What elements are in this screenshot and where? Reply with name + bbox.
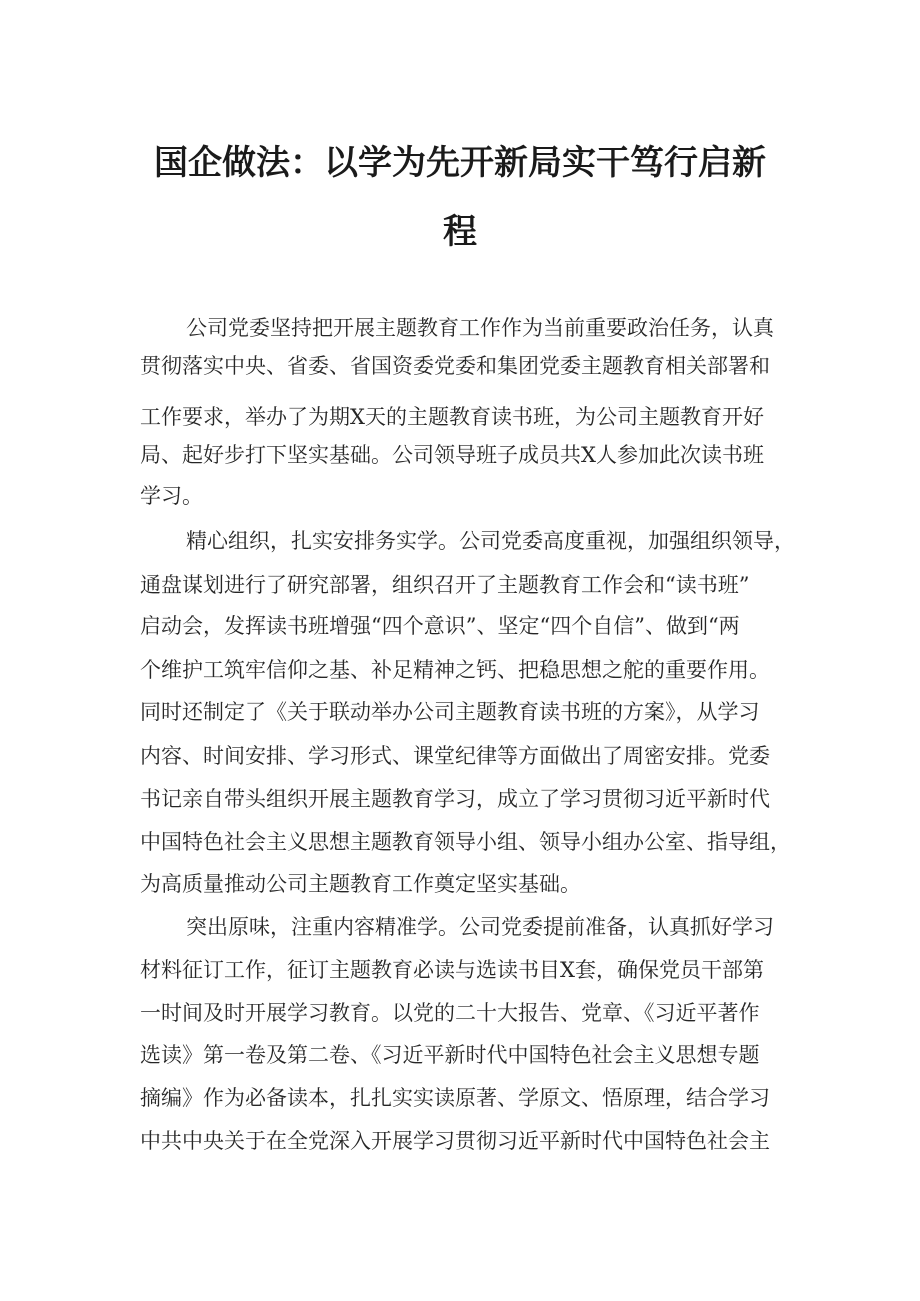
paragraph-2-line-9: 为高质量推动公司主题教育工作奠定坚实基础。 [140,872,581,896]
paragraph-2-line-8: 中国特色社会主义思想主题教育领导小组、领导小组办公室、指导组， [140,830,791,854]
document-title-line-1: 国企做法：以学为先开新局实干笃行启新 [154,143,766,183]
paragraph-3-line-3: 一时间及时开展学习教育。以党的二十大报告、党章、《习近平著作 [140,1001,760,1025]
paragraph-2-line-3: 启动会，发挥读书班增强“四个意识”、坚定“四个自信”、做到“两 [140,614,740,638]
paragraph-3-line-1: 突出原味，注重内容精准学。公司党委提前准备，认真抓好学习 [186,915,774,939]
paragraph-3-line-6: 中共中央关于在全党深入开展学习贯彻习近平新时代中国特色社会主 [140,1129,770,1153]
paragraph-1-line-2: 贯彻落实中央、省委、省国资委党委和集团党委主题教育相关部署和 [140,354,770,378]
paragraph-2-line-4: 个维护工筑牢信仰之基、补足精神之钙、把稳思想之舵的重要作用。 [140,658,770,682]
paragraph-2-line-2: 通盘谋划进行了研究部署，组织召开了主题教育工作会和“读书班” [140,573,750,597]
document-title-line-2: 程 [443,212,477,252]
paragraph-1-line-3: 工作要求，举办了为期X天的主题教育读书班，为公司主题教育开好 [140,405,764,429]
paragraph-3-line-5: 摘编》作为必备读本，扎扎实实读原著、学原文、悟原理，结合学习 [140,1086,770,1110]
paragraph-2-line-5: 同时还制定了《关于联动举办公司主题教育读书班的方案》，从学习 [140,700,760,724]
paragraph-2-line-7: 书记亲自带头组织开展主题教育学习，成立了学习贯彻习近平新时代 [140,787,770,811]
paragraph-1-line-4: 局、起好步打下坚实基础。公司领导班子成员共X人参加此次读书班 [140,443,764,467]
paragraph-2-line-6: 内容、时间安排、学习形式、课堂纪律等方面做出了周密安排。党委 [140,744,770,768]
paragraph-3-line-4: 选读》第一卷及第二卷、《习近平新时代中国特色社会主义思想专题 [140,1043,760,1067]
paragraph-1-line-5: 学习。 [140,484,203,508]
paragraph-3-line-2: 材料征订工作，征订主题教育必读与选读书目X套，确保党员干部第 [140,958,764,982]
paragraph-2-line-1: 精心组织，扎实安排务实学。公司党委高度重视，加强组织领导， [186,529,795,553]
paragraph-1-line-1: 公司党委坚持把开展主题教育工作作为当前重要政治任务，认真 [186,316,774,340]
